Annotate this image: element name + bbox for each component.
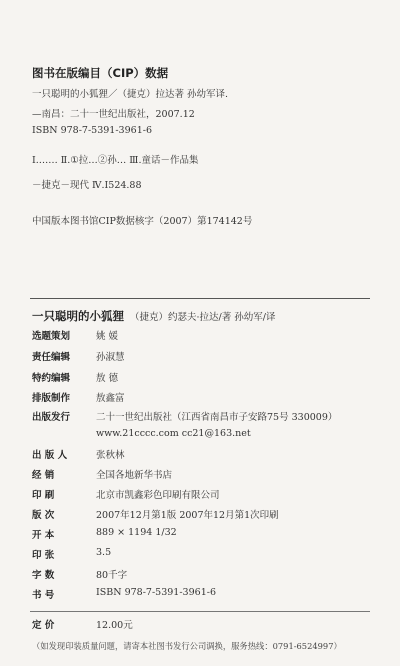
detail-value: 12.00元 xyxy=(96,620,133,631)
detail-value: 3.5 xyxy=(96,547,112,558)
book-authors: （捷克）约瑟夫·拉达/著 孙幼军/译 xyxy=(130,312,276,323)
cip-record-number: 中国版本图书馆CIP数据核字（2007）第174142号 xyxy=(32,216,253,227)
cip-title: 图书在版编目（CIP）数据 xyxy=(32,66,169,80)
detail-value: 敖 德 xyxy=(96,373,119,384)
detail-label: 排版制作 xyxy=(32,393,71,404)
detail-value: 80千字 xyxy=(96,570,128,581)
detail-label: 定 价 xyxy=(32,620,55,631)
cip-classification-line-2: －捷克－现代 Ⅳ.I524.88 xyxy=(32,180,142,191)
detail-value: 2007年12月第1版 2007年12月第1次印刷 xyxy=(96,510,279,521)
publisher-web-email: www.21cccc.com cc21@163.net xyxy=(96,428,251,439)
detail-value: 北京市凯鑫彩色印刷有限公司 xyxy=(96,490,220,501)
detail-label: 出 版 人 xyxy=(32,450,68,461)
detail-value: ISBN 978-7-5391-3961-6 xyxy=(96,587,216,598)
detail-value: 二十一世纪出版社（江西省南昌市子安路75号 330009） xyxy=(96,412,338,423)
detail-value: 889 × 1194 1/32 xyxy=(96,527,177,538)
detail-value: 全国各地新华书店 xyxy=(96,470,173,481)
book-title: 一只聪明的小狐狸 xyxy=(32,309,124,323)
cip-classification-line: Ⅰ.…… Ⅱ.①拉…②孙… Ⅲ.童话－作品集 xyxy=(32,155,199,166)
cip-isbn-line: ISBN 978-7-5391-3961-6 xyxy=(32,125,152,136)
detail-label: 开 本 xyxy=(32,530,55,541)
detail-label: 出版发行 xyxy=(32,412,71,423)
detail-value: 张秋林 xyxy=(96,450,125,461)
detail-value: 姚 媛 xyxy=(96,331,119,342)
detail-label: 印 张 xyxy=(32,550,55,561)
cip-publisher-line: —南昌：二十一世纪出版社，2007.12 xyxy=(32,109,195,120)
detail-label: 特约编辑 xyxy=(32,373,71,384)
top-divider xyxy=(30,298,370,299)
detail-label: 版 次 xyxy=(32,510,55,521)
detail-label: 书 号 xyxy=(32,590,55,601)
detail-value: 孙淑慧 xyxy=(96,352,125,363)
detail-label: 选题策划 xyxy=(32,331,71,342)
detail-value: 敖鑫富 xyxy=(96,393,125,404)
detail-label: 字 数 xyxy=(32,570,55,581)
detail-label: 印 刷 xyxy=(32,490,55,501)
bottom-divider xyxy=(30,611,370,612)
detail-label: 经 销 xyxy=(32,470,55,481)
cip-book-line: 一只聪明的小狐狸／（捷克）拉达著 孙幼军译. xyxy=(32,89,229,100)
book-title-row xyxy=(32,305,275,324)
detail-label: 责任编辑 xyxy=(32,352,71,363)
quality-service-note: （如发现印装质量问题，请寄本社图书发行公司调换，服务热线：0791-6524997） xyxy=(32,641,342,651)
